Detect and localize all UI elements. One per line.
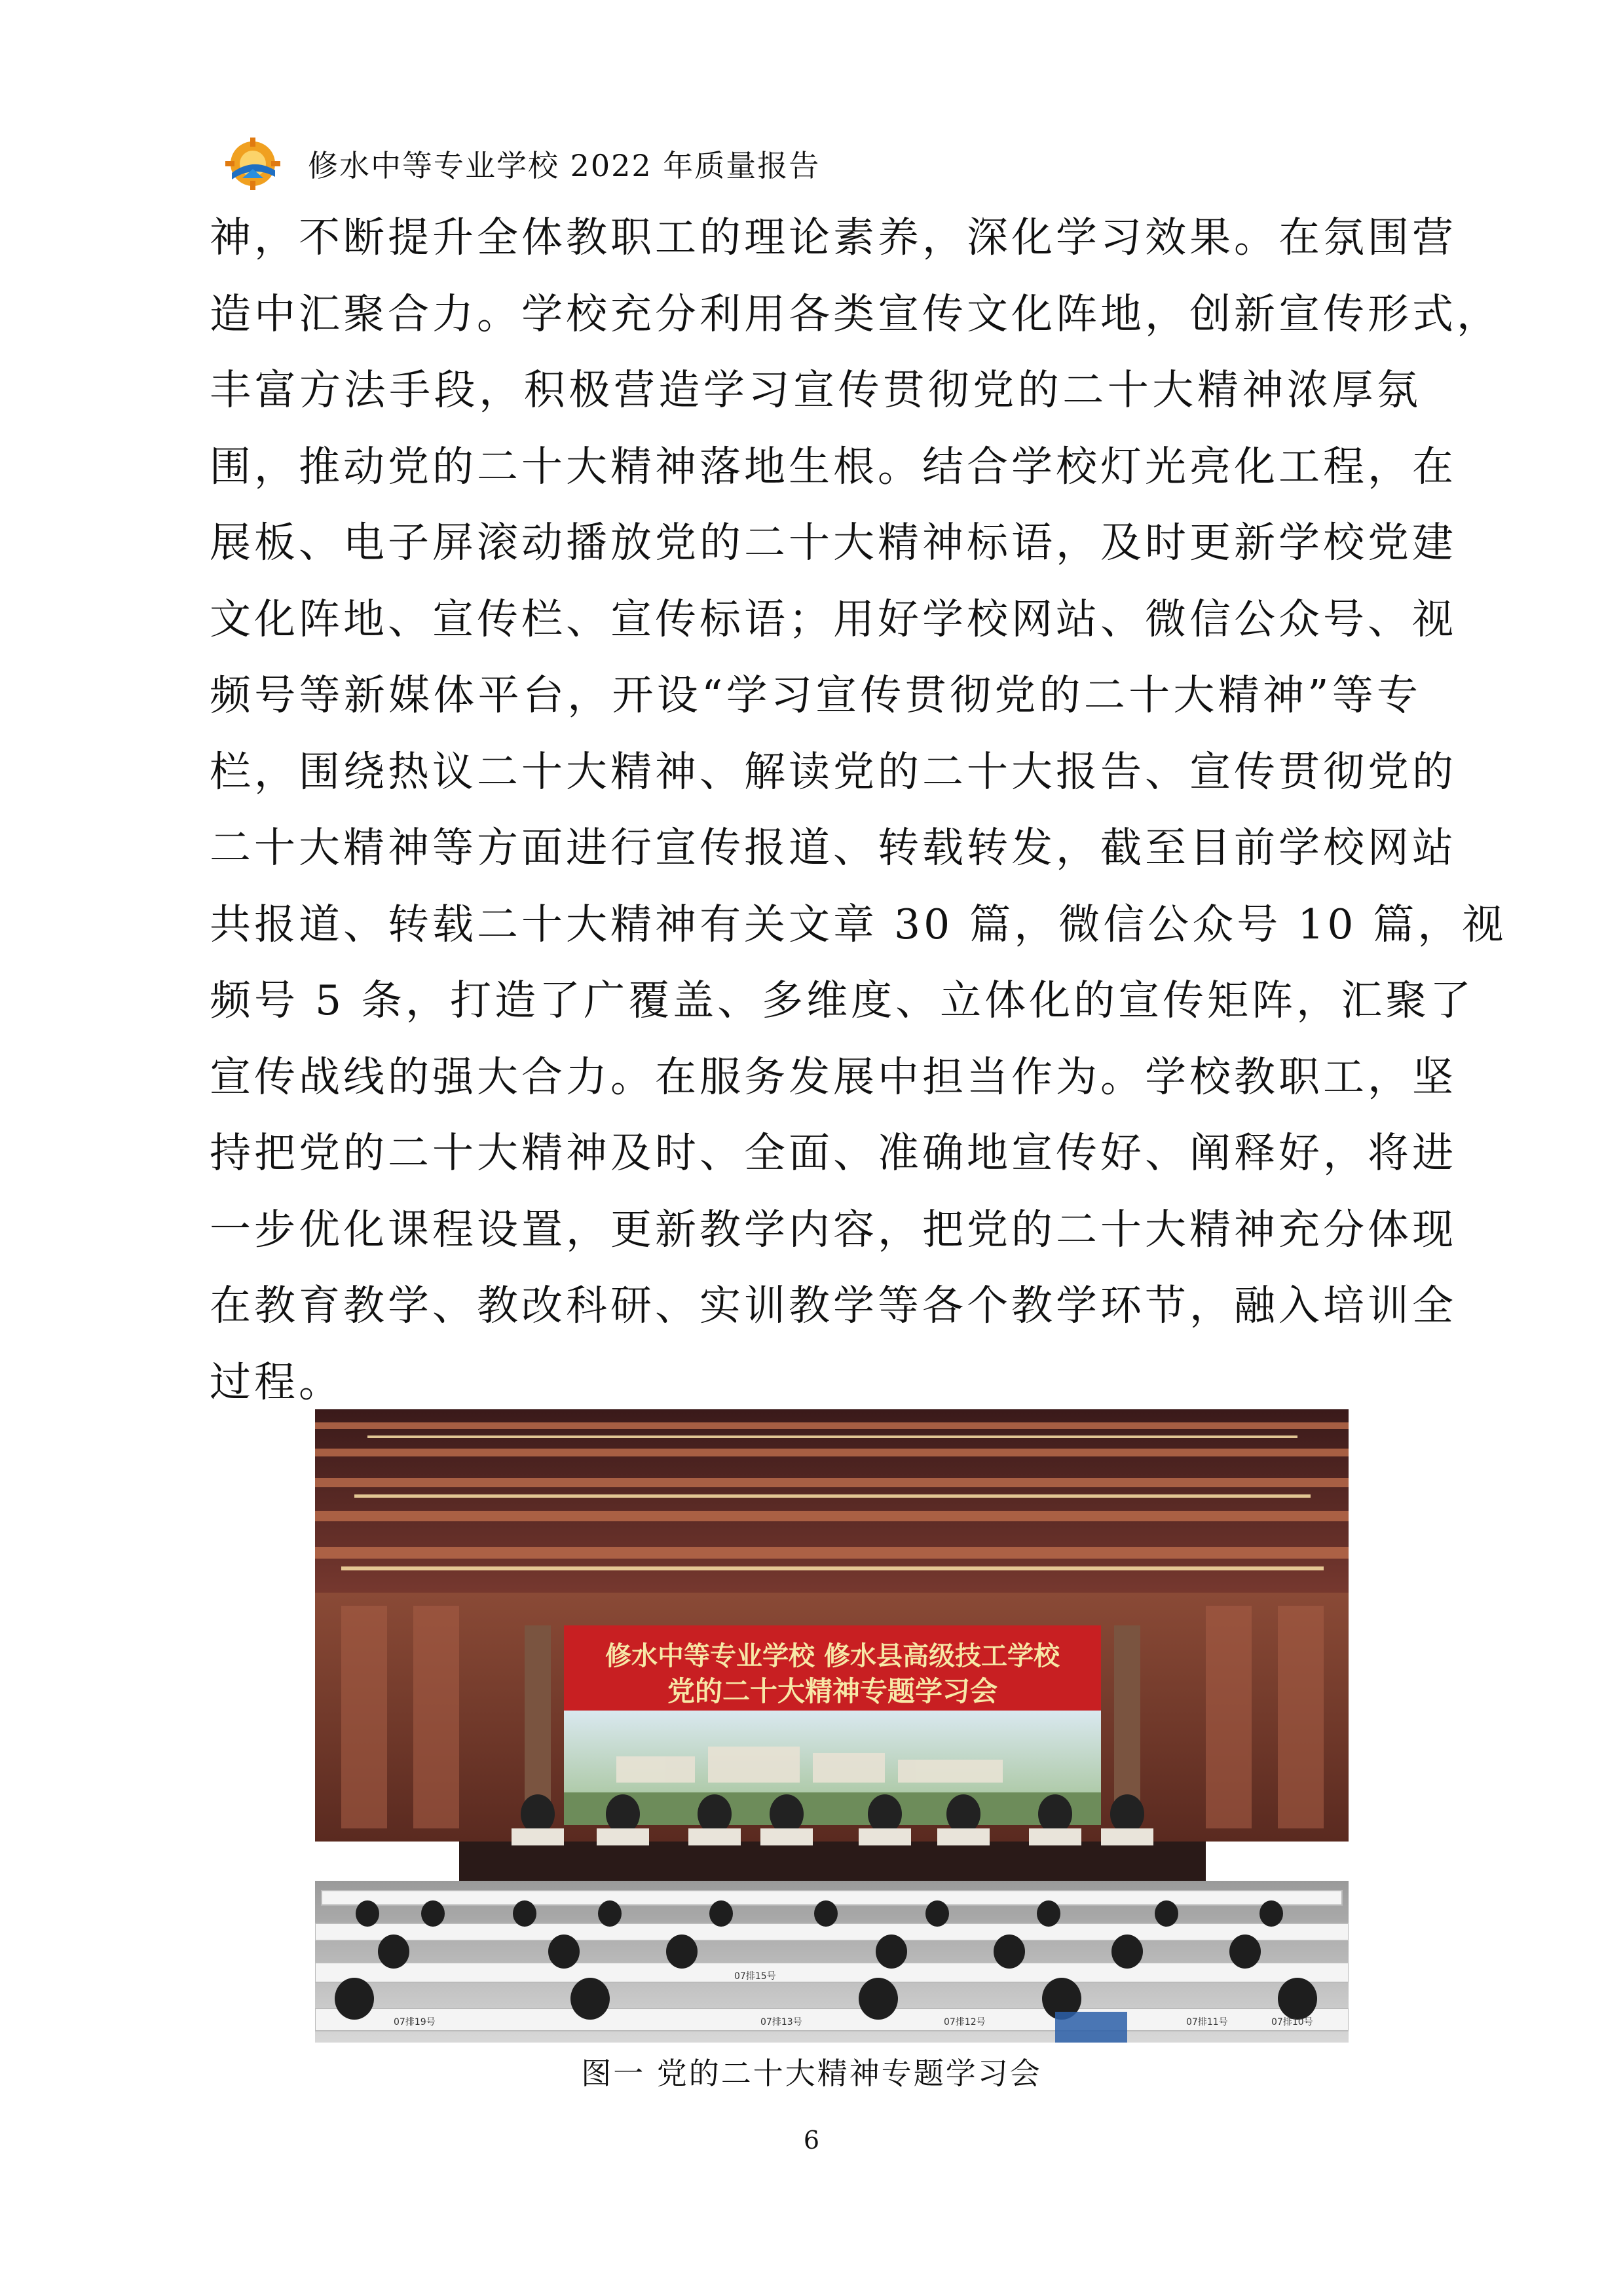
- text-line: 频号 5 条，打造了广覆盖、多维度、立体化的宣传矩阵，汇聚了: [210, 976, 1475, 1024]
- body-paragraph: [210, 200, 1507, 1420]
- stage-table: [459, 1842, 1206, 1881]
- text-line: 造中汇聚合力。学校充分利用各类宣传文化阵地，创新宣传形式，: [210, 289, 1501, 338]
- meeting-photo: [315, 1409, 1349, 2043]
- text-line: 宣传战线的强大合力。在服务发展中担当作为。学校教职工，坚: [210, 1052, 1457, 1101]
- text-line: 展板、电子屏滚动播放党的二十大精神标语，及时更新学校党建: [210, 519, 1457, 566]
- text-line: 文化阵地、宣传栏、宣传标语；用好学校网站、微信公众号、视: [210, 595, 1457, 643]
- text-line: 神，不断提升全体教职工的理论素养，深化学习效果。在氛围营: [210, 213, 1457, 261]
- banner-line2: 党的二十大精神专题学习会: [667, 1675, 998, 1707]
- text-line: 过程。: [210, 1358, 343, 1406]
- school-emblem-icon: [223, 138, 283, 190]
- desk-card: 07排12号: [944, 2017, 986, 2028]
- text-line: 持把党的二十大精神及时、全面、准确地宣传好、阐释好，将进: [210, 1129, 1457, 1177]
- page-number: 6: [803, 2126, 820, 2155]
- desk-card: 07排13号: [760, 2017, 802, 2028]
- text-line: 一步优化课程设置，更新教学内容，把党的二十大精神充分体现: [210, 1205, 1457, 1253]
- text-line: 共报道、转载二十大精神有关文章 30 篇，微信公众号 10 篇，视: [210, 900, 1507, 948]
- text-line: 二十大精神等方面进行宣传报道、转载转发，截至目前学校网站: [210, 824, 1457, 872]
- text-line: 围，推动党的二十大精神落地生根。结合学校灯光亮化工程，在: [210, 442, 1457, 491]
- desk-card: 07排11号: [1186, 2017, 1228, 2028]
- text-line: 在教育教学、教改科研、实训教学等各个教学环节，融入培训全: [210, 1282, 1457, 1329]
- ceiling: [315, 1409, 1349, 1606]
- desk-card: 07排19号: [394, 2017, 436, 2028]
- figure-caption: 图一 党的二十大精神专题学习会: [581, 2056, 1042, 2091]
- report-title: 修水中等专业学校 2022 年质量报告: [308, 148, 821, 183]
- desk-card: 07排10号: [1271, 2017, 1313, 2028]
- banner-line1: 修水中等专业学校 修水县高级技工学校: [605, 1640, 1060, 1671]
- desk-card: 07排15号: [734, 1971, 776, 1982]
- meeting-hall-illustration: [315, 1409, 1349, 2043]
- page-header: [223, 134, 820, 193]
- text-line: 栏，围绕热议二十大精神、解读党的二十大报告、宣传贯彻党的: [210, 747, 1457, 796]
- text-line: 频号等新媒体平台，开设“学习宣传贯彻党的二十大精神”等专: [210, 671, 1421, 719]
- text-line: 丰富方法手段，积极营造学习宣传贯彻党的二十大精神浓厚氛: [210, 366, 1421, 414]
